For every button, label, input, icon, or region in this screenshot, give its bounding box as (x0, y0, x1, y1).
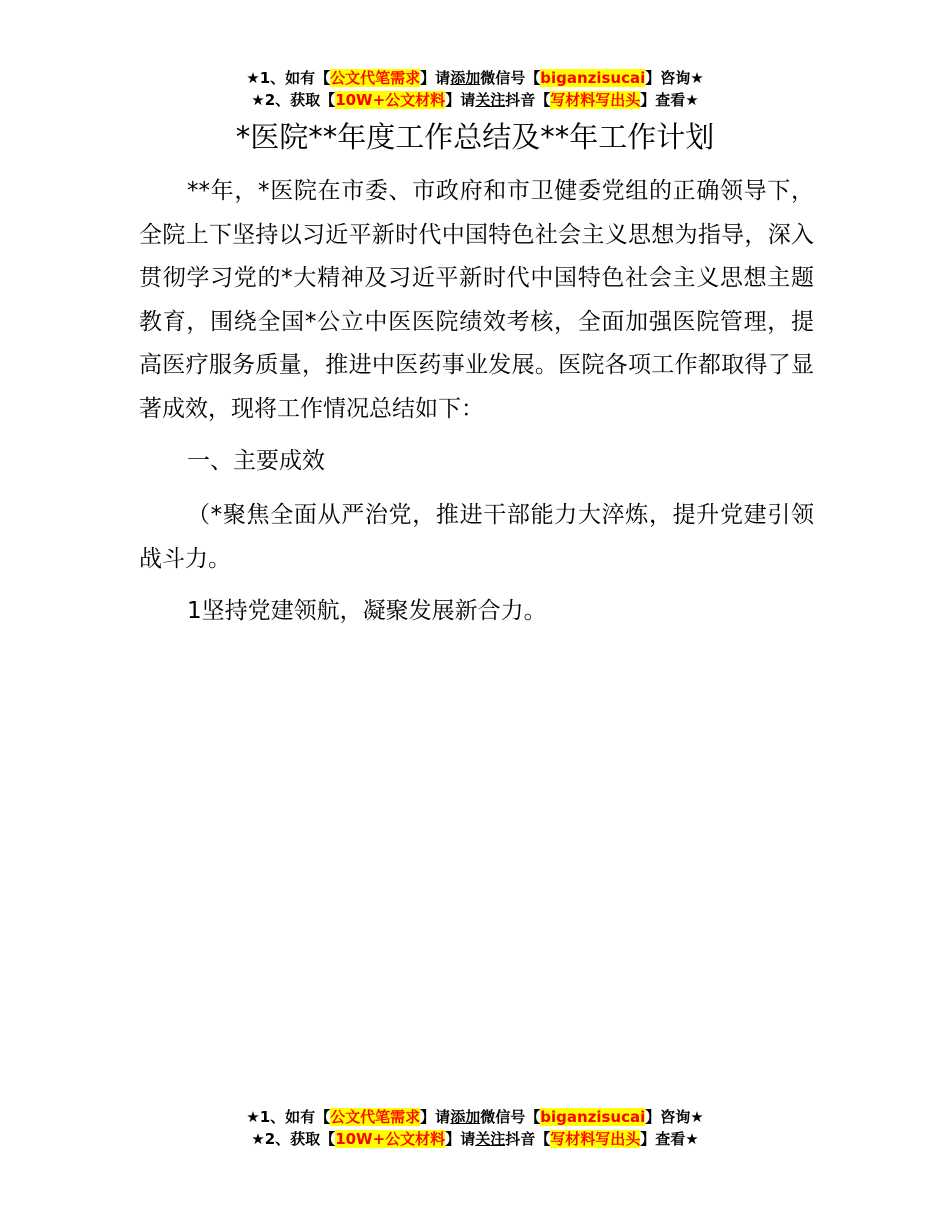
promo-text: ★1、如有【 (246, 1108, 331, 1126)
promo-text: 抖音【 (505, 91, 551, 109)
paragraph-party-building: （*聚焦全面从严治党，推进干部能力大淬炼，提升党建引领战斗力。 (139, 502, 814, 572)
promo-underlined: 关注 (475, 1130, 506, 1148)
promo-text: 】请 (420, 1108, 451, 1126)
promo-text: 】咨询★ (645, 69, 704, 87)
promo-text: ★2、获取【 (251, 91, 336, 109)
promo-text: 微信号【 (480, 69, 541, 87)
promo-text: 】查看★ (640, 91, 699, 109)
promo-douyin-account: 写材料写出头 (550, 91, 641, 109)
promo-underlined: 关注 (475, 91, 506, 109)
promo-text: ★1、如有【 (246, 69, 331, 87)
paragraph-item-1: 1坚持党建领航，凝聚发展新合力。 (187, 598, 547, 624)
section-heading: 一、主要成效 (187, 448, 325, 474)
promo-underlined: 添加 (450, 1108, 481, 1126)
promo-text: 】查看★ (640, 1130, 699, 1148)
promo-text: ★2、获取【 (251, 1130, 336, 1148)
promo-text: 】咨询★ (645, 1108, 704, 1126)
promo-line-1 (0, 67, 950, 89)
promo-text: 】请 (420, 69, 451, 87)
promo-line-2 (0, 1128, 950, 1150)
promo-line-1 (0, 1106, 950, 1128)
promo-banner-top (0, 67, 950, 111)
promo-highlight: 10W+公文材料 (335, 1130, 446, 1148)
promo-wechat-id: biganzisucai (540, 69, 646, 87)
promo-highlight: 公文代笔需求 (330, 69, 421, 87)
promo-text: 】请 (445, 1130, 476, 1148)
promo-underlined: 添加 (450, 69, 481, 87)
promo-highlight: 10W+公文材料 (335, 91, 446, 109)
promo-douyin-account: 写材料写出头 (550, 1130, 641, 1148)
document-title: *医院**年度工作总结及**年工作计划 (235, 120, 715, 154)
promo-text: 】请 (445, 91, 476, 109)
promo-wechat-id: biganzisucai (540, 1108, 646, 1126)
promo-banner-bottom (0, 1106, 950, 1150)
promo-text: 微信号【 (480, 1108, 541, 1126)
promo-text: 抖音【 (505, 1130, 551, 1148)
paragraph-intro: **年，*医院在市委、市政府和市卫健委党组的正确领导下，全院上下坚持以习近平新时代中国特色社会主义思想为指导，深入贯彻学习党的*大精神及习近平新时代中国特色社会主义思想主题教育，围绕全国*公立中医医院绩效考核，全面加强医院管理，提高医疗服务质量，推进中医药事业发展。医院各项工作都取得了显著成效，现将工作情况总结如下： (139, 178, 814, 422)
promo-highlight: 公文代笔需求 (330, 1108, 421, 1126)
promo-line-2 (0, 89, 950, 111)
